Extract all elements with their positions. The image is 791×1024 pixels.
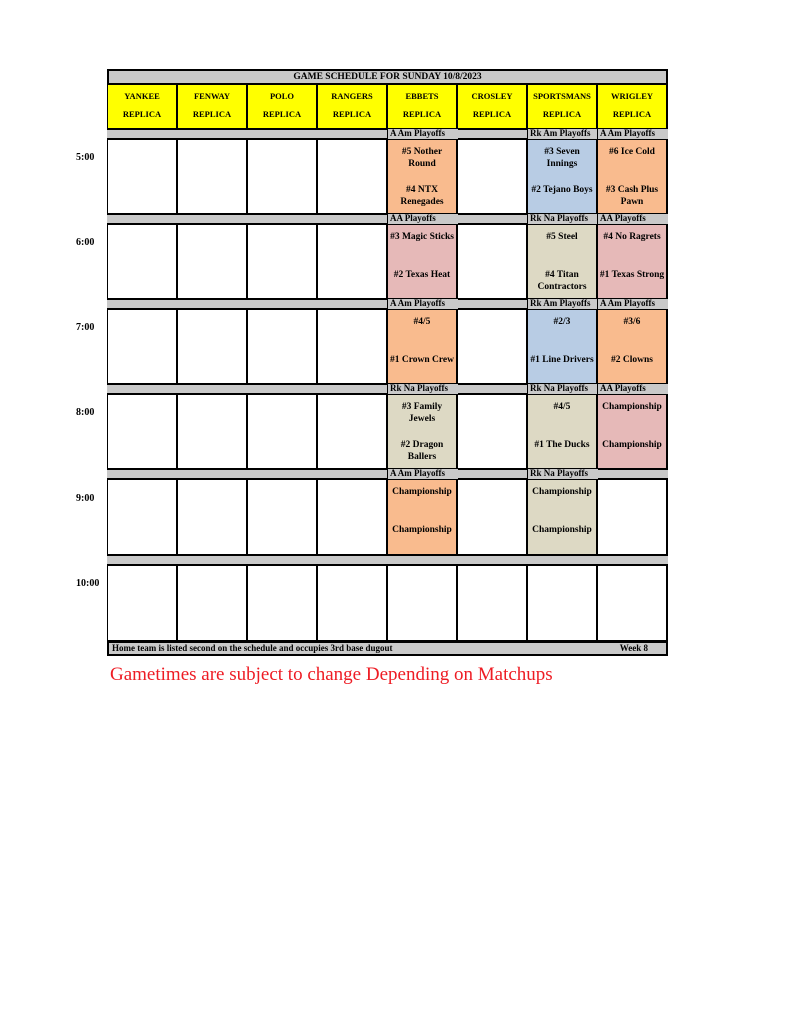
home-team: #2 Clowns (611, 355, 653, 365)
division-label: Rk Am Playoffs (527, 299, 598, 309)
empty-cell (457, 139, 527, 214)
division-label: A Am Playoffs (597, 129, 668, 139)
time-label: 9:00 (76, 493, 95, 504)
time-label: 10:00 (76, 578, 100, 589)
away-team: Championship (532, 487, 592, 497)
footer-note: Home team is listed second on the schedule and occupies 3rd base dugout (112, 643, 393, 653)
empty-cell (457, 224, 527, 299)
empty-cell (177, 309, 247, 384)
game-cell (527, 139, 597, 214)
schedule-title: GAME SCHEDULE FOR SUNDAY 10/8/2023 (107, 69, 668, 85)
empty-cell (247, 479, 317, 555)
empty-cell (107, 309, 177, 384)
field-header-crosley (457, 84, 527, 129)
away-team: Championship (392, 487, 452, 497)
time-label: 5:00 (76, 152, 95, 163)
away-team: #5 Steel (546, 232, 578, 242)
field-header-ebbets (387, 84, 457, 129)
empty-cell (597, 479, 667, 555)
field-name: RANGERS (331, 91, 373, 101)
field-header-wrigley (597, 84, 667, 129)
empty-cell (177, 224, 247, 299)
time-label: 8:00 (76, 407, 95, 418)
field-header-yankee (107, 84, 177, 129)
game-cell (527, 394, 597, 469)
empty-cell (177, 139, 247, 214)
game-cell (527, 309, 597, 384)
field-name: CROSLEY (471, 91, 513, 101)
empty-cell (317, 139, 387, 214)
field-name: POLO (269, 91, 295, 101)
field-header-fenway (177, 84, 247, 129)
empty-cell (457, 565, 527, 641)
game-cell (527, 224, 597, 299)
game-cell (387, 394, 457, 469)
home-team: #1 Crown Crew (389, 355, 455, 365)
division-label: AA Playoffs (597, 384, 668, 394)
time-label: 7:00 (76, 322, 95, 333)
empty-cell (247, 224, 317, 299)
division-label: A Am Playoffs (387, 469, 458, 479)
division-label: Rk Am Playoffs (527, 129, 598, 139)
home-team: #1 The Ducks (534, 440, 590, 450)
away-team: #6 Ice Cold (609, 147, 655, 157)
home-team: #4 NTX Renegades (400, 185, 444, 207)
field-header-polo (247, 84, 317, 129)
field-subtitle: REPLICA (122, 109, 162, 119)
home-team: Championship (392, 525, 452, 535)
empty-cell (177, 394, 247, 469)
week-label: Week 8 (619, 643, 648, 653)
division-label: A Am Playoffs (387, 129, 458, 139)
time-label: 6:00 (76, 237, 95, 248)
home-team: #2 Dragon Ballers (400, 440, 444, 462)
home-team: Championship (532, 525, 592, 535)
game-cell (597, 224, 667, 299)
empty-cell (317, 479, 387, 555)
away-team: #3/6 (623, 317, 641, 327)
footer-bar (107, 641, 668, 656)
home-team: #2 Tejano Boys (531, 185, 593, 195)
field-header-rangers (317, 84, 387, 129)
field-name: SPORTSMANS (533, 91, 591, 101)
game-cell (597, 394, 667, 469)
empty-cell (247, 309, 317, 384)
away-team: #5 Nother Round (401, 147, 443, 169)
field-subtitle: REPLICA (402, 109, 442, 119)
field-header-sportsmans (527, 84, 597, 129)
empty-cell (107, 224, 177, 299)
game-cell (387, 309, 457, 384)
empty-cell (457, 479, 527, 555)
empty-cell (317, 224, 387, 299)
away-team: #3 Magic Sticks (390, 232, 454, 242)
field-name: EBBETS (405, 91, 439, 101)
empty-cell (527, 565, 597, 641)
field-subtitle: REPLICA (332, 109, 372, 119)
home-team: #4 Titan Contractors (537, 270, 587, 292)
home-team: #2 Texas Heat (393, 270, 451, 280)
away-team: #3 Seven Innings (544, 147, 580, 169)
away-team: #4/5 (413, 317, 431, 327)
empty-cell (387, 565, 457, 641)
game-cell (387, 139, 457, 214)
away-team: #3 Family Jewels (401, 402, 443, 424)
game-cell (597, 309, 667, 384)
home-team: #1 Texas Strong (599, 270, 665, 280)
away-team: Championship (602, 402, 662, 412)
empty-cell (177, 565, 247, 641)
home-team: #1 Line Drivers (530, 355, 594, 365)
division-label: AA Playoffs (597, 214, 668, 224)
field-name: WRIGLEY (610, 91, 654, 101)
empty-cell (457, 394, 527, 469)
field-subtitle: REPLICA (542, 109, 582, 119)
slot-separator (107, 555, 668, 565)
empty-cell (247, 394, 317, 469)
field-subtitle: REPLICA (192, 109, 232, 119)
division-label: Rk Na Playoffs (527, 214, 598, 224)
gametime-notice: Gametimes are subject to change Depending on Matchups (110, 664, 553, 685)
game-cell (387, 479, 457, 555)
empty-cell (177, 479, 247, 555)
game-cell (387, 224, 457, 299)
empty-cell (247, 565, 317, 641)
empty-cell (247, 139, 317, 214)
division-label: A Am Playoffs (387, 299, 458, 309)
empty-cell (317, 565, 387, 641)
field-subtitle: REPLICA (472, 109, 512, 119)
away-team: #2/3 (553, 317, 571, 327)
away-team: #4 No Ragrets (603, 232, 661, 242)
division-label: Rk Na Playoffs (527, 469, 598, 479)
empty-cell (107, 139, 177, 214)
division-label: AA Playoffs (387, 214, 458, 224)
game-cell (597, 139, 667, 214)
field-subtitle: REPLICA (262, 109, 302, 119)
field-name: FENWAY (193, 91, 231, 101)
division-label: Rk Na Playoffs (387, 384, 458, 394)
empty-cell (597, 565, 667, 641)
game-cell (527, 479, 597, 555)
empty-cell (107, 479, 177, 555)
home-team: Championship (602, 440, 662, 450)
field-subtitle: REPLICA (612, 109, 652, 119)
field-name: YANKEE (124, 91, 160, 101)
empty-cell (317, 309, 387, 384)
empty-cell (107, 565, 177, 641)
division-label: Rk Na Playoffs (527, 384, 598, 394)
empty-cell (457, 309, 527, 384)
empty-cell (107, 394, 177, 469)
division-label: A Am Playoffs (597, 299, 668, 309)
empty-cell (317, 394, 387, 469)
home-team: #3 Cash Plus Pawn (605, 185, 659, 207)
away-team: #4/5 (553, 402, 571, 412)
